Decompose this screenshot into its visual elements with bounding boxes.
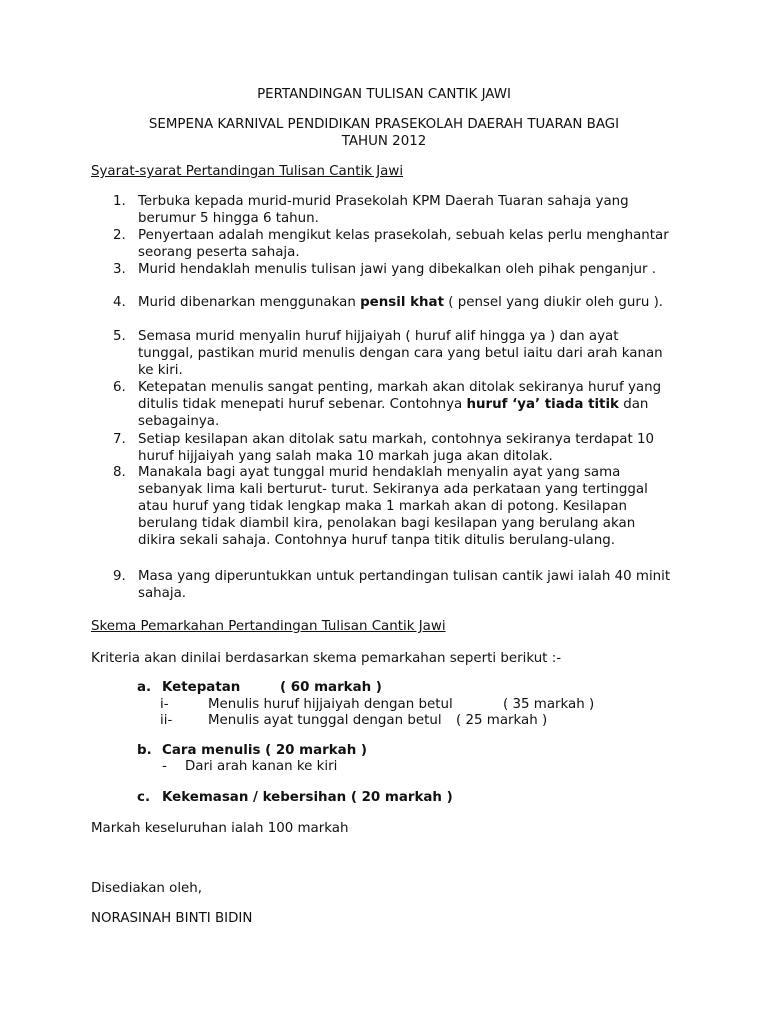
criterion-a-sub2-marks: ( 25 markah )	[456, 713, 548, 728]
rule-number: 7.	[113, 432, 126, 447]
rule-text-bold: huruf ‘ya’ tiada titik	[466, 397, 619, 412]
rules-heading: Syarat-syarat Pertandingan Tulisan Cantik Jawi	[91, 164, 404, 179]
rule-number: 1.	[113, 194, 126, 209]
criterion-b-label: b.	[137, 743, 152, 758]
rule-text-plain: dan sebagainya.	[138, 397, 649, 429]
criterion-a-name: Ketepatan	[162, 680, 241, 695]
rule-item	[113, 464, 673, 549]
document-subtitle-line1: SEMPENA KARNIVAL PENDIDIKAN PRASEKOLAH DAERAH TUARAN BAGI	[148, 117, 620, 132]
criterion-a-sub1-marks: ( 35 markah )	[503, 697, 595, 712]
rule-item	[113, 328, 673, 379]
rule-text: Terbuka kepada murid-murid Prasekolah KPM Daerah Tuaran sahaja yang berumur 5 hingga 6 tahun.	[138, 194, 629, 226]
rule-number: 3.	[113, 262, 126, 277]
rule-number: 4.	[113, 295, 126, 310]
rule-item	[113, 227, 673, 261]
rule-text	[138, 379, 673, 430]
criterion-a-sub2-text: Menulis ayat tunggal dengan betul	[208, 713, 442, 728]
criterion-a-label: a.	[137, 680, 152, 695]
rule-item	[113, 568, 673, 602]
rule-text: Semasa murid menyalin huruf hijjaiyah ( huruf alif hingga ya ) dan ayat tunggal, pastikan murid menulis dengan cara yang betul iaitu dari arah kanan ke kiri.	[138, 329, 663, 378]
rule-text: Setiap kesilapan akan ditolak satu markah, contohnya sekiranya terdapat 10 huruf hijjaiyah yang salah maka 10 markah juga akan ditolak.	[138, 432, 655, 464]
rule-number: 9.	[113, 569, 126, 584]
document-title: PERTANDINGAN TULISAN CANTIK JAWI	[257, 87, 511, 102]
criterion-a-sub1-number: i-	[160, 697, 169, 712]
rule-text-bold: pensil khat	[360, 295, 444, 310]
criterion-a-sub1-text: Menulis huruf hijjaiyah dengan betul	[208, 697, 453, 712]
criterion-b-dash: -	[162, 759, 167, 774]
scheme-heading: Skema Pemarkahan Pertandingan Tulisan Cantik Jawi	[91, 619, 446, 634]
criterion-b-sub-text: Dari arah kanan ke kiri	[185, 759, 338, 774]
prepared-by: Disediakan oleh,	[91, 881, 203, 896]
rule-item	[113, 193, 673, 227]
criterion-a-marks: ( 60 markah )	[280, 680, 382, 695]
rule-number: 2.	[113, 228, 126, 243]
rule-text-plain: Ketepatan menulis sangat penting, markah akan ditolak sekiranya huruf yang ditulis tidak menepati huruf sebenar. Contohnya	[138, 380, 662, 412]
rule-item	[113, 379, 673, 430]
rule-item	[113, 261, 673, 278]
criterion-c-name: Kekemasan / kebersihan ( 20 markah )	[162, 790, 453, 805]
rule-text: Murid hendaklah menulis tulisan jawi yang dibekalkan oleh pihak penganjur .	[138, 262, 656, 277]
rule-text-plain: Murid dibenarkan menggunakan	[138, 295, 361, 310]
criterion-b-name: Cara menulis ( 20 markah )	[162, 743, 368, 758]
rule-number: 8.	[113, 465, 126, 480]
criterion-a-sub2-number: ii-	[160, 713, 173, 728]
total-marks: Markah keseluruhan ialah 100 markah	[91, 821, 349, 836]
rule-number: 6.	[113, 380, 126, 395]
author-name: NORASINAH BINTI BIDIN	[91, 911, 253, 926]
document-subtitle-line2: TAHUN 2012	[341, 134, 427, 149]
rule-item	[113, 431, 673, 465]
criterion-c-label: c.	[137, 790, 151, 805]
rule-text: Masa yang diperuntukkan untuk pertandingan tulisan cantik jawi ialah 40 minit sahaja.	[138, 569, 671, 601]
criteria-intro: Kriteria akan dinilai berdasarkan skema pemarkahan seperti berikut :-	[91, 651, 562, 666]
rule-text: Penyertaan adalah mengikut kelas prasekolah, sebuah kelas perlu menghantar seorang peserta sahaja.	[138, 228, 669, 260]
rule-text	[138, 294, 673, 311]
rule-item	[113, 294, 673, 311]
rule-number: 5.	[113, 329, 126, 344]
rule-text-plain: ( pensel yang diukir oleh guru ).	[443, 295, 664, 310]
rule-text: Manakala bagi ayat tunggal murid hendaklah menyalin ayat yang sama sebanyak lima kali berturut- turut. Sekiranya ada perkataan yang tertinggal atau huruf yang tidak lengkap maka 1 markah akan di potong. Kesilapan berulang tidak diambil kira, penolakan bagi kesilapan yang berulang akan dikira sekali sahaja. Contohnya huruf tanpa titik ditulis berulang-ulang.	[138, 465, 648, 548]
